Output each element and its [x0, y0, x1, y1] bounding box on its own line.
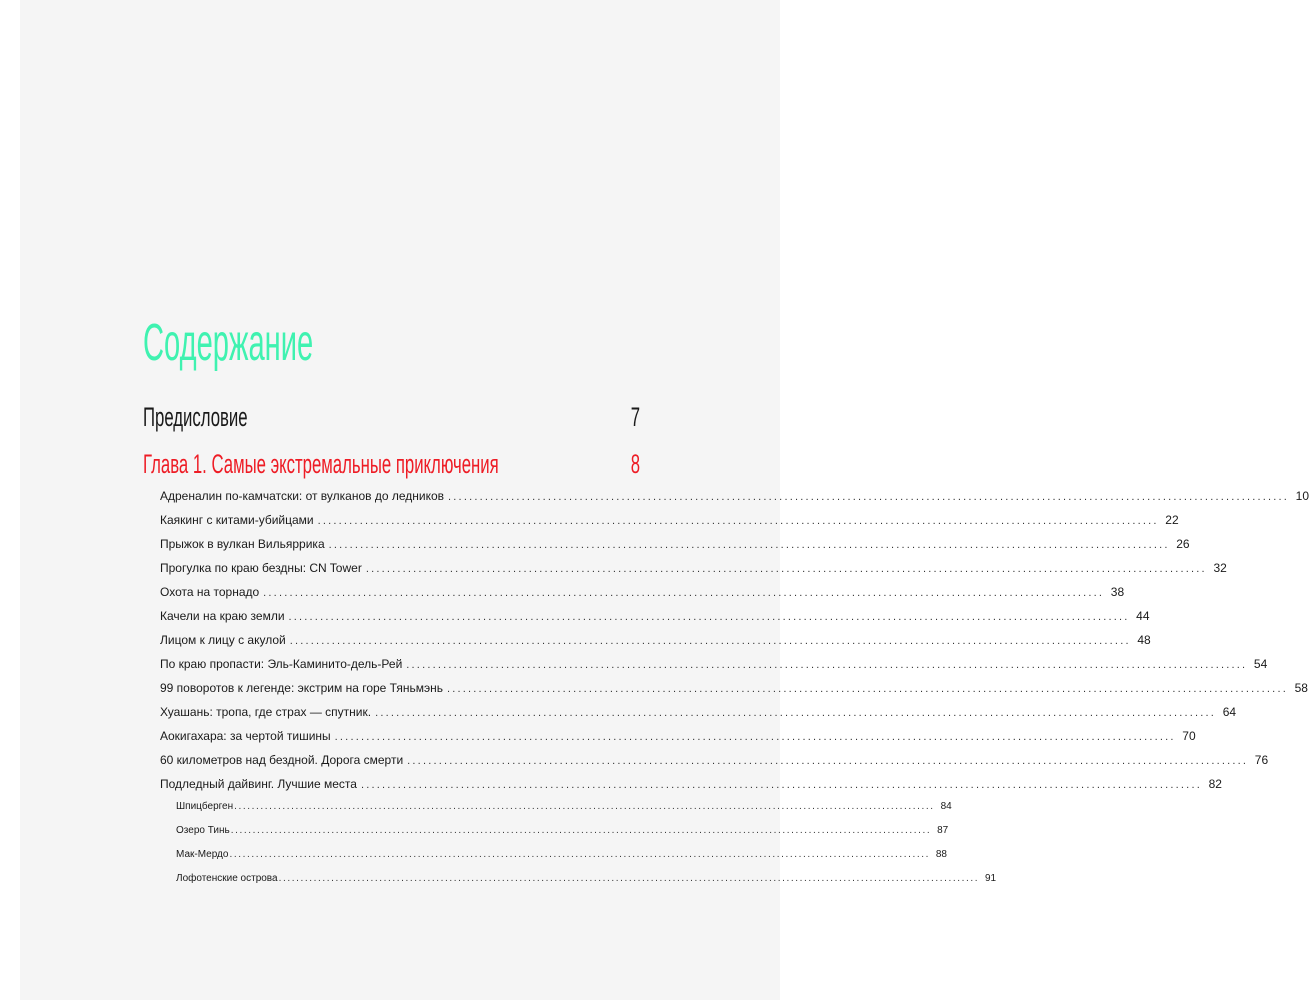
toc-subentry[interactable]: Лофотенские острова ................................................................................................................................................................ 91 — [176, 873, 997, 884]
chapter-label: Глава 1. Самые экстремальные приключения — [143, 449, 499, 479]
toc-entry[interactable]: Подледный дайвинг. Лучшие места ................................................................................................................................................................ 82 — [160, 777, 1222, 791]
dot-leader: ................................................................................................................................................................ — [448, 491, 1290, 503]
dot-leader: ................................................................................................................................................................ — [288, 611, 1130, 623]
toc-subentry[interactable]: Шпицберген ................................................................................................................................................................ 84 — [176, 801, 952, 812]
toc-subentry[interactable]: Озеро Тинь ................................................................................................................................................................ 87 — [176, 825, 949, 836]
dot-leader: ................................................................................................................................................................ — [263, 587, 1105, 599]
toc-entry[interactable]: По краю пропасти: Эль-Каминито-дель-Рей ................................................................................................................................................................ 54 — [160, 657, 1268, 671]
toc-entry[interactable]: Качели на краю земли ................................................................................................................................................................ 44 — [160, 609, 1150, 623]
toc-entry[interactable]: Каякинг с китами-убийцами ................................................................................................................................................................ 22 — [160, 513, 1179, 527]
dot-leader: ................................................................................................................................................................ — [317, 515, 1159, 527]
toc-list — [160, 489, 1310, 897]
toc-subentry[interactable]: Мак-Мердо ................................................................................................................................................................ 88 — [176, 849, 947, 860]
dot-leader: ................................................................................................................................................................ — [375, 707, 1217, 719]
dot-leader: ................................................................................................................................................................ — [328, 539, 1170, 551]
dot-leader: ................................................................................................................................................................ — [360, 779, 1202, 791]
toc-entry[interactable]: Хуашань: тропа, где страх — спутник. ................................................................................................................................................................ 64 — [160, 705, 1237, 719]
toc-entry[interactable]: 99 поворотов к легенде: экстрим на горе Тяньмэнь ................................................................................................................................................................ 58 — [160, 681, 1308, 695]
dot-leader: ................................................................................................................................................................ — [278, 873, 980, 884]
dot-leader: ................................................................................................................................................................ — [407, 755, 1249, 767]
dot-leader: ................................................................................................................................................................ — [229, 849, 930, 860]
toc-entry[interactable]: Охота на торнадо ................................................................................................................................................................ 38 — [160, 585, 1125, 599]
dot-leader: ................................................................................................................................................................ — [289, 635, 1131, 647]
toc-entry[interactable]: Аокигахара: за чертой тишины ................................................................................................................................................................ 70 — [160, 729, 1196, 743]
dot-leader: ................................................................................................................................................................ — [406, 659, 1248, 671]
toc-entry[interactable]: Прыжок в вулкан Вильяррика ................................................................................................................................................................ 26 — [160, 537, 1190, 551]
toc-entry[interactable]: 60 километров над бездной. Дорога смерти ................................................................................................................................................................ 76 — [160, 753, 1269, 767]
dot-leader: ................................................................................................................................................................ — [334, 731, 1176, 743]
toc-entry[interactable]: Прогулка по краю бездны: CN Tower ................................................................................................................................................................ 32 — [160, 561, 1227, 575]
toc-entry[interactable]: Адреналин по-камчатски: от вулканов до ледников ................................................................................................................................................................ 10 — [160, 489, 1310, 503]
dot-leader: ................................................................................................................................................................ — [365, 563, 1207, 575]
dot-leader: ................................................................................................................................................................ — [446, 683, 1288, 695]
page-title: Содержание — [143, 314, 314, 372]
preface-page: 7 — [630, 402, 640, 432]
toc-preface[interactable] — [143, 400, 640, 434]
toc-entry[interactable]: Лицом к лицу с акулой ................................................................................................................................................................ 48 — [160, 633, 1151, 647]
dot-leader: ................................................................................................................................................................ — [234, 801, 935, 812]
chapter-page: 8 — [630, 449, 640, 479]
preface-label: Предисловие — [143, 402, 248, 432]
dot-leader: ................................................................................................................................................................ — [230, 825, 932, 836]
toc-chapter-1[interactable] — [143, 447, 640, 481]
